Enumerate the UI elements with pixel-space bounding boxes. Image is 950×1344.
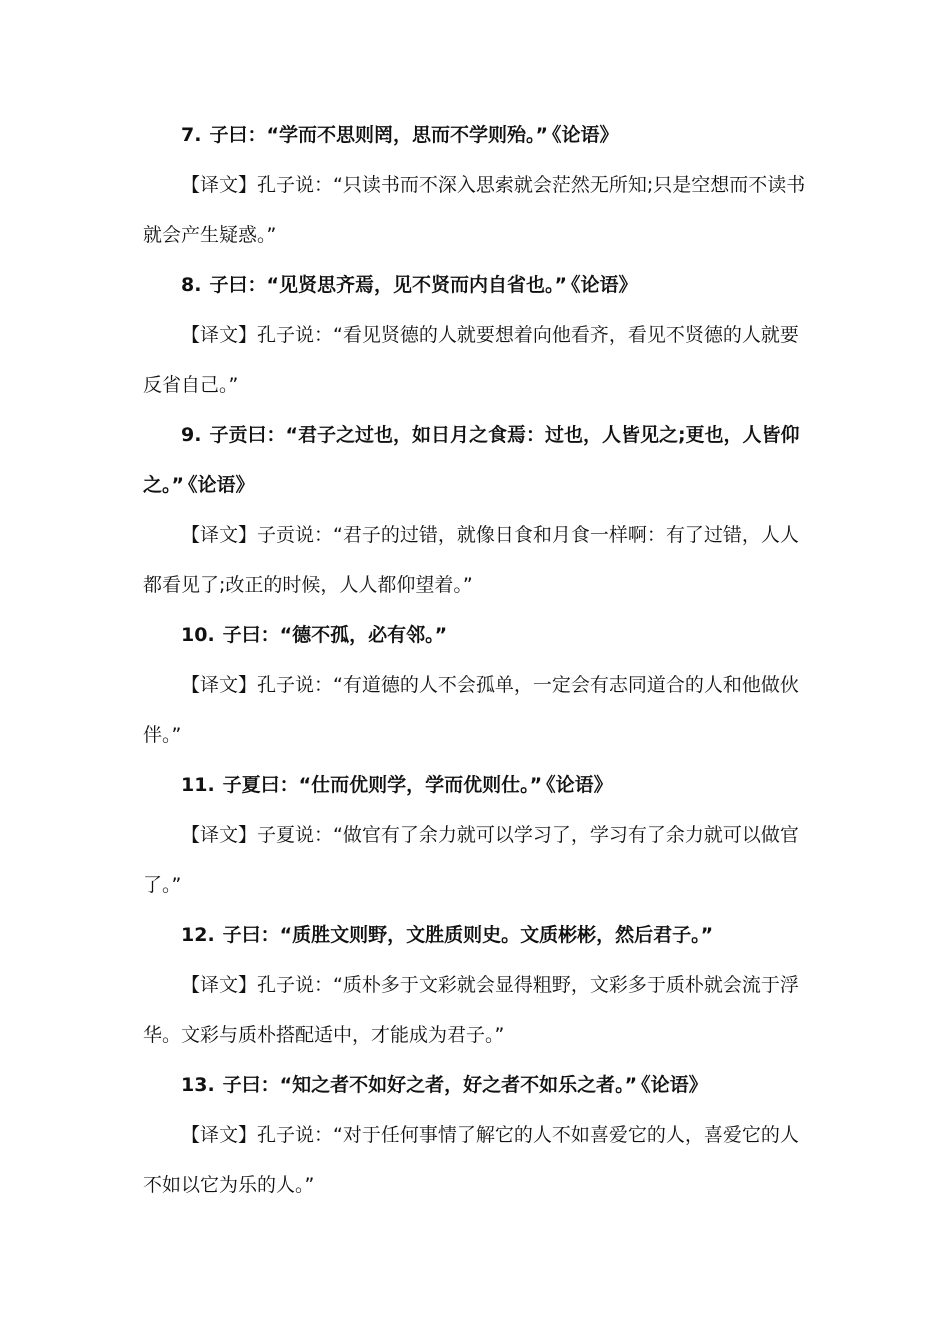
entry-8 <box>143 260 811 410</box>
translation-paragraph <box>143 960 811 1060</box>
entry-11 <box>143 760 811 910</box>
source-title: 《论语》 <box>546 774 613 796</box>
quote-text: 子曰：“学而不思则罔，思而不学则殆。” <box>209 124 548 146</box>
translation-text: 子贡说：“君子的过错，就像日食和月食一样啊：有了过错，人人都看见了;改正的时候，人人都仰望着。” <box>143 524 799 596</box>
translation-text: 孔子说：“看见贤德的人就要想着向他看齐，看见不贤德的人就要反省自己。” <box>143 324 799 396</box>
quote-paragraph <box>143 610 811 660</box>
quote-paragraph <box>143 1060 811 1110</box>
entry-number: 8. <box>181 274 202 296</box>
translation-text: 孔子说：“只读书而不深入思索就会茫然无所知;只是空想而不读书就会产生疑惑。” <box>143 174 806 246</box>
document-content <box>143 110 811 1210</box>
translation-text: 孔子说：“对于任何事情了解它的人不如喜爱它的人，喜爱它的人不如以它为乐的人。” <box>143 1124 799 1196</box>
translation-tag: 【译文】 <box>181 674 258 696</box>
translation-tag: 【译文】 <box>181 1124 258 1146</box>
translation-paragraph <box>143 160 811 260</box>
entry-number: 11. <box>181 774 215 796</box>
quote-text: 子贡曰：“君子之过也，如日月之食焉：过也，人皆见之;更也，人皆仰之。” <box>143 424 800 496</box>
entry-13 <box>143 1060 811 1210</box>
quote-paragraph <box>143 110 811 160</box>
quote-paragraph <box>143 760 811 810</box>
translation-text: 子夏说：“做官有了余力就可以学习了，学习有了余力就可以做官了。” <box>143 824 799 896</box>
quote-text: 子曰：“质胜文则野，文胜质则史。文质彬彬，然后君子。” <box>222 924 714 946</box>
translation-paragraph <box>143 660 811 760</box>
source-title: 《论语》 <box>188 474 255 496</box>
quote-paragraph <box>143 410 811 510</box>
entry-12 <box>143 910 811 1060</box>
source-title: 《论语》 <box>551 124 619 146</box>
source-title: 《论语》 <box>641 1074 708 1096</box>
entry-10 <box>143 610 811 760</box>
translation-paragraph <box>143 510 811 610</box>
translation-tag: 【译文】 <box>181 524 258 546</box>
source-title: 《论语》 <box>570 274 638 296</box>
entry-number: 10. <box>181 624 215 646</box>
translation-tag: 【译文】 <box>181 324 258 346</box>
translation-text: 孔子说：“质朴多于文彩就会显得粗野，文彩多于质朴就会流于浮华。文彩与质朴搭配适中，才能成为君子。” <box>143 974 799 1046</box>
quote-text: 子曰：“德不孤，必有邻。” <box>222 624 448 646</box>
translation-paragraph <box>143 810 811 910</box>
quote-paragraph <box>143 910 811 960</box>
entry-number: 7. <box>181 124 202 146</box>
quote-paragraph <box>143 260 811 310</box>
translation-paragraph <box>143 310 811 410</box>
entry-number: 9. <box>181 424 202 446</box>
quote-text: 子曰：“见贤思齐焉，见不贤而内自省也。” <box>209 274 567 296</box>
quote-text: 子曰：“知之者不如好之者，好之者不如乐之者。” <box>222 1074 638 1096</box>
translation-paragraph <box>143 1110 811 1210</box>
translation-tag: 【译文】 <box>181 174 258 196</box>
translation-tag: 【译文】 <box>181 974 258 996</box>
translation-text: 孔子说：“有道德的人不会孤单，一定会有志同道合的人和他做伙伴。” <box>143 674 799 746</box>
entry-7 <box>143 110 811 260</box>
quote-text: 子夏曰：“仕而优则学，学而优则仕。” <box>222 774 543 796</box>
entry-number: 12. <box>181 924 215 946</box>
entry-9 <box>143 410 811 610</box>
entry-number: 13. <box>181 1074 215 1096</box>
translation-tag: 【译文】 <box>181 824 258 846</box>
